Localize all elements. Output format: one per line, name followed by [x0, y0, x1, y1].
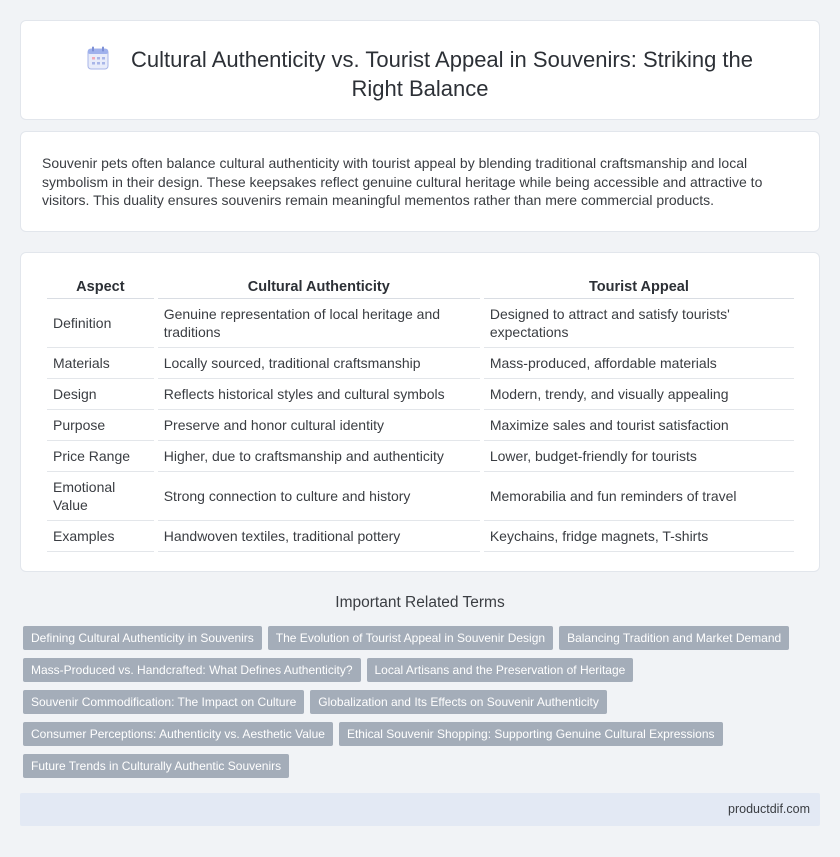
- column-header-aspect: Aspect: [47, 275, 154, 299]
- comparison-table-card: [20, 252, 820, 572]
- table-row: [47, 521, 794, 552]
- page-title-wrap: [61, 45, 779, 103]
- related-terms-heading: Important Related Terms: [335, 594, 505, 611]
- page-title: Cultural Authenticity vs. Tourist Appeal in Souvenirs: Striking the Right Balance: [130, 47, 754, 101]
- intro-card: [20, 131, 820, 232]
- document-list-icon: [87, 46, 109, 70]
- intro-paragraph: Souvenir pets often balance cultural authenticity with tourist appeal by blending traditional craftsmanship and local symbolism in their design. These keepsakes reflect genuine cultural heritage while being accessible and attractive to visitors. This duality ensures souvenirs remain meaningful mementos rather than mere commercial products.: [42, 155, 763, 208]
- related-term-tag[interactable]: Defining Cultural Authenticity in Souvenirs: [23, 626, 262, 650]
- cultural-authenticity-cell: Locally sourced, traditional craftsmanship: [158, 348, 480, 379]
- tourist-appeal-cell: Designed to attract and satisfy tourists' expectations: [484, 299, 794, 348]
- table-header-row: [47, 275, 794, 299]
- aspect-cell: Examples: [47, 521, 154, 552]
- cultural-authenticity-cell: Reflects historical styles and cultural symbols: [158, 379, 480, 410]
- cultural-authenticity-cell: Strong connection to culture and history: [158, 472, 480, 521]
- table-row: [47, 299, 794, 348]
- aspect-cell: Design: [47, 379, 154, 410]
- tourist-appeal-cell: Keychains, fridge magnets, T-shirts: [484, 521, 794, 552]
- tourist-appeal-cell: Mass-produced, affordable materials: [484, 348, 794, 379]
- header-card: [20, 20, 820, 120]
- footer-site-link[interactable]: productdif.com: [728, 802, 810, 816]
- table-row: [47, 441, 794, 472]
- cultural-authenticity-cell: Higher, due to craftsmanship and authenticity: [158, 441, 480, 472]
- cultural-authenticity-cell: Preserve and honor cultural identity: [158, 410, 480, 441]
- tourist-appeal-cell: Memorabilia and fun reminders of travel: [484, 472, 794, 521]
- related-term-tag[interactable]: Local Artisans and the Preservation of Heritage: [367, 658, 634, 682]
- cultural-authenticity-cell: Genuine representation of local heritage and traditions: [158, 299, 480, 348]
- table-row: [47, 348, 794, 379]
- related-term-tag[interactable]: Ethical Souvenir Shopping: Supporting Genuine Cultural Expressions: [339, 722, 723, 746]
- comparison-table: [43, 275, 798, 552]
- table-row: [47, 472, 794, 521]
- footer-bar: [20, 793, 820, 826]
- related-term-tag[interactable]: Globalization and Its Effects on Souvenir Authenticity: [310, 690, 607, 714]
- related-term-tag[interactable]: Balancing Tradition and Market Demand: [559, 626, 789, 650]
- related-term-tag[interactable]: Future Trends in Culturally Authentic Souvenirs: [23, 754, 289, 778]
- related-terms-tags: [23, 626, 803, 778]
- cultural-authenticity-cell: Handwoven textiles, traditional pottery: [158, 521, 480, 552]
- aspect-cell: Price Range: [47, 441, 154, 472]
- column-header-cultural-authenticity: Cultural Authenticity: [158, 275, 480, 299]
- table-row: [47, 410, 794, 441]
- related-term-tag[interactable]: Souvenir Commodification: The Impact on Culture: [23, 690, 304, 714]
- aspect-cell: Materials: [47, 348, 154, 379]
- table-row: [47, 379, 794, 410]
- tourist-appeal-cell: Maximize sales and tourist satisfaction: [484, 410, 794, 441]
- column-header-tourist-appeal: Tourist Appeal: [484, 275, 794, 299]
- related-term-tag[interactable]: The Evolution of Tourist Appeal in Souvenir Design: [268, 626, 553, 650]
- tourist-appeal-cell: Modern, trendy, and visually appealing: [484, 379, 794, 410]
- tourist-appeal-cell: Lower, budget-friendly for tourists: [484, 441, 794, 472]
- related-term-tag[interactable]: Consumer Perceptions: Authenticity vs. Aesthetic Value: [23, 722, 333, 746]
- aspect-cell: Purpose: [47, 410, 154, 441]
- aspect-cell: Emotional Value: [47, 472, 154, 521]
- related-term-tag[interactable]: Mass-Produced vs. Handcrafted: What Defines Authenticity?: [23, 658, 361, 682]
- aspect-cell: Definition: [47, 299, 154, 348]
